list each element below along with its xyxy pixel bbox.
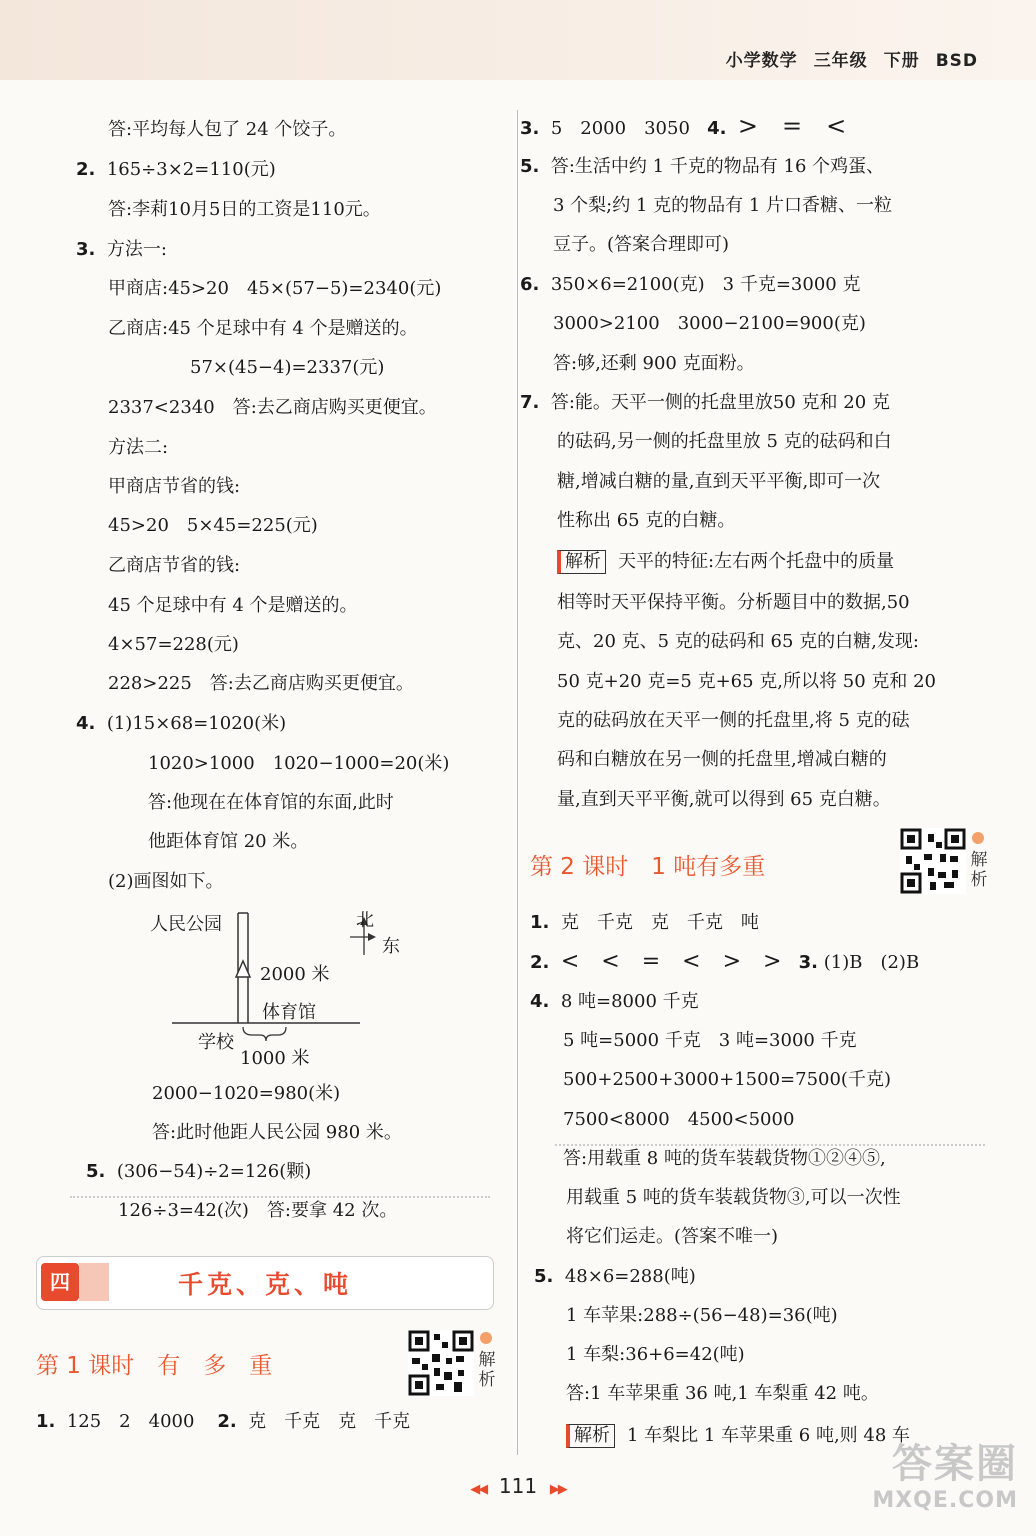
left-line: 5. (306−54)÷2=126(颗) bbox=[86, 1161, 312, 1182]
lesson2-qr-label: 解析 bbox=[970, 850, 988, 890]
left-line: 228>225 答:去乙商店购买更便宜。 bbox=[108, 673, 414, 694]
left-line: 甲商店节省的钱: bbox=[108, 476, 241, 497]
right-line: 答:1 车苹果重 36 吨,1 车梨重 42 吨。 bbox=[566, 1383, 879, 1404]
diagram-distance2-label: 1000 米 bbox=[240, 1048, 310, 1069]
right-line: 的砝码,另一侧的托盘里放 5 克的砝码和白 bbox=[557, 431, 892, 452]
left-line: (2)画图如下。 bbox=[108, 871, 224, 892]
right-line: 5. 48×6=288(吨) bbox=[534, 1266, 696, 1287]
dotted-divider bbox=[70, 1196, 490, 1198]
left-line: 45>20 5×45=225(元) bbox=[108, 515, 318, 536]
left-line: 答:此时他距人民公园 980 米。 bbox=[152, 1122, 402, 1143]
page-number: ◀◀ 111 ▶▶ bbox=[470, 1474, 566, 1498]
left-line: 1020>1000 1020−1000=20(米) bbox=[148, 753, 450, 774]
left-line: 答:李莉10月5日的工资是110元。 bbox=[108, 199, 381, 220]
right-line: 3000>2100 3000−2100=900(克) bbox=[553, 313, 866, 334]
right-line: 豆子。(答案合理即可) bbox=[553, 234, 730, 255]
right-line: 克的砝码放在天平一侧的托盘里,将 5 克的砝 bbox=[557, 710, 910, 731]
qr-code-icon[interactable] bbox=[408, 1330, 474, 1396]
lesson1-title: 第 1 课时 有 多 重 bbox=[36, 1353, 273, 1379]
right-line: 1. 克 千克 克 千克 吨 bbox=[530, 912, 759, 933]
chapter-banner bbox=[36, 1256, 494, 1310]
right-line: 性称出 65 克的白糖。 bbox=[557, 510, 736, 531]
right-line: 答:够,还剩 900 克面粉。 bbox=[553, 353, 755, 374]
left-line: 他距体育馆 20 米。 bbox=[148, 831, 309, 852]
diagram-east-label: 东 bbox=[382, 936, 400, 957]
right-line: 量,直到天平平衡,就可以得到 65 克白糖。 bbox=[557, 789, 891, 810]
right-line: 解析 1 车梨比 1 车苹果重 6 吨,则 48 车 bbox=[566, 1424, 910, 1448]
left-line: 4×57=228(元) bbox=[108, 634, 239, 655]
right-line: 2. < < = < > > 3. (1)B (2)B bbox=[530, 949, 920, 974]
right-line: 相等时天平保持平衡。分析题目中的数据,50 bbox=[557, 592, 910, 613]
chapter-title: 千克、克、吨 bbox=[177, 1270, 352, 1299]
left-line: 乙商店节省的钱: bbox=[108, 555, 241, 576]
watermark-logo: 答案圈 bbox=[892, 1441, 1018, 1487]
right-line: 7500<8000 4500<5000 bbox=[563, 1109, 795, 1130]
watermark bbox=[858, 1440, 1018, 1530]
next-arrows-icon: ▶▶ bbox=[549, 1482, 566, 1497]
right-line: 500+2500+3000+1500=7500(千克) bbox=[563, 1069, 891, 1090]
right-line: 5. 答:生活中约 1 千克的物品有 16 个鸡蛋、 bbox=[520, 156, 885, 177]
lesson2-title: 第 2 课时 1 吨有多重 bbox=[530, 854, 766, 880]
lesson1-qr-label: 解析 bbox=[478, 1350, 496, 1390]
play-icon bbox=[480, 1332, 492, 1344]
header-volume: 下册 bbox=[883, 51, 920, 71]
right-line: 将它们运走。(答案不唯一) bbox=[566, 1226, 779, 1247]
right-line: 糖,增减白糖的量,直到天平平衡,即可一次 bbox=[557, 471, 881, 492]
chapter-badge: 四 bbox=[41, 1263, 79, 1301]
page-header bbox=[710, 46, 978, 71]
prev-arrows-icon: ◀◀ bbox=[470, 1482, 487, 1497]
left-line: 45 个足球中有 4 个是赠送的。 bbox=[108, 595, 358, 616]
left-line: 4. (1)15×68=1020(米) bbox=[76, 713, 287, 734]
right-line: 码和白糖放在另一侧的托盘里,增减白糖的 bbox=[557, 749, 887, 770]
left-line: 3. 方法一: bbox=[76, 239, 167, 260]
right-line: 3. 5 2000 3050 4. > = < bbox=[520, 112, 847, 140]
header-subject: 小学数学 bbox=[725, 51, 798, 71]
left-line: 126÷3=42(次) 答:要拿 42 次。 bbox=[118, 1200, 398, 1221]
diagram-north-label: 北 bbox=[356, 910, 374, 931]
right-line: 1 车苹果:288÷(56−48)=36(吨) bbox=[566, 1305, 838, 1326]
diagram-distance1-label: 2000 米 bbox=[260, 964, 330, 985]
diagram-school-label: 学校 bbox=[198, 1032, 234, 1053]
header-edition: BSD bbox=[935, 51, 978, 71]
left-line: 57×(45−4)=2337(元) bbox=[190, 357, 385, 378]
right-line: 6. 350×6=2100(克) 3 千克=3000 克 bbox=[520, 274, 861, 295]
diagram-park-label: 人民公园 bbox=[150, 914, 222, 935]
left-line: 2337<2340 答:去乙商店购买更便宜。 bbox=[108, 397, 437, 418]
watermark-url: MXQE.COM bbox=[872, 1488, 1018, 1513]
column-divider bbox=[517, 110, 518, 1455]
right-line: 克、20 克、5 克的砝码和 65 克的白糖,发现: bbox=[557, 631, 919, 652]
right-line: 解析 天平的特征:左右两个托盘中的质量 bbox=[557, 550, 894, 574]
right-line: 7. 答:能。天平一侧的托盘里放50 克和 20 克 bbox=[520, 392, 890, 413]
diagram-gym-label: 体育馆 bbox=[262, 1002, 316, 1023]
qr-code-icon[interactable] bbox=[900, 828, 966, 894]
left-line: 方法二: bbox=[108, 437, 169, 458]
header-grade: 三年级 bbox=[813, 51, 868, 71]
analysis-tag: 解析 bbox=[557, 550, 606, 574]
left-line: 甲商店:45>20 45×(57−5)=2340(元) bbox=[108, 278, 442, 299]
left-line: 答:他现在在体育馆的东面,此时 bbox=[148, 792, 394, 813]
right-line: 3 个梨;约 1 克的物品有 1 片口香糖、一粒 bbox=[553, 195, 893, 216]
left-line: 2000−1020=980(米) bbox=[152, 1083, 341, 1104]
dotted-divider bbox=[555, 1144, 985, 1146]
right-line: 1 车梨:36+6=42(吨) bbox=[566, 1344, 745, 1365]
right-line: 4. 8 吨=8000 千克 bbox=[530, 991, 699, 1012]
right-line: 5 吨=5000 千克 3 吨=3000 千克 bbox=[563, 1030, 857, 1051]
left-line: 乙商店:45 个足球中有 4 个是赠送的。 bbox=[108, 318, 418, 339]
play-icon bbox=[972, 832, 984, 844]
right-line: 用载重 5 吨的货车装载货物③,可以一次性 bbox=[566, 1187, 901, 1208]
left-line: 1. 125 2 4000 2. 克 千克 克 千克 bbox=[36, 1411, 411, 1432]
analysis-tag: 解析 bbox=[566, 1424, 615, 1448]
left-line: 2. 165÷3×2=110(元) bbox=[76, 159, 276, 180]
right-line: 50 克+20 克=5 克+65 克,所以将 50 克和 20 bbox=[557, 671, 936, 692]
left-line: 答:平均每人包了 24 个饺子。 bbox=[108, 119, 347, 140]
right-line: 答:用载重 8 吨的货车装载货物①②④⑤, bbox=[563, 1148, 886, 1169]
